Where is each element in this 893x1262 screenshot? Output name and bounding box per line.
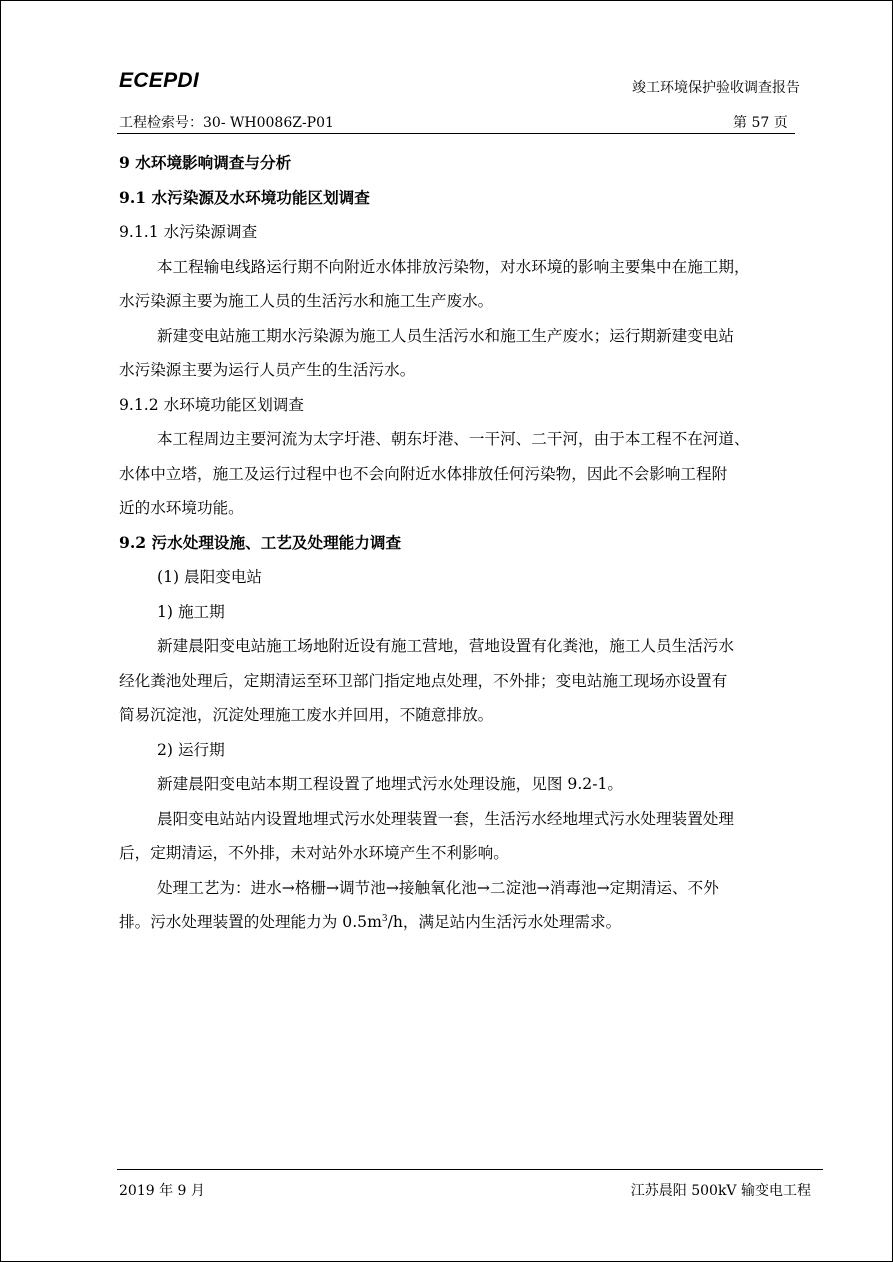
paragraph-line: 经化粪池处理后，定期清运至环卫部门指定地点处理，不外排；变电站施工现场亦设置有: [119, 671, 728, 690]
paragraph-line: 新建晨阳变电站施工场地附近设有施工营地，营地设置有化粪池，施工人员生活污水: [157, 637, 734, 655]
section-heading: 9.1 水污染源及水环境功能区划调查: [119, 187, 370, 207]
capacity-text: 排。污水处理装置的处理能力为 0.5m: [119, 913, 382, 931]
paragraph-line: 水污染源主要为施工人员的生活污水和施工生产废水。: [119, 292, 494, 310]
report-type: 竣工环境保护验收调查报告: [632, 80, 800, 96]
list-item: 1) 施工期: [157, 602, 225, 621]
list-item: 2) 运行期: [157, 740, 225, 759]
paragraph-line: 后，定期清运，不外排，未对站外水环境产生不利影响。: [119, 844, 509, 862]
paragraph-line: 本工程周边主要河流为太字圩港、朝东圩港、一干河、二干河，由于本工程不在河道、: [157, 430, 750, 448]
document-body: [119, 146, 831, 940]
paragraph-line: 本工程输电线路运行期不向附近水体排放污染物，对水环境的影响主要集中在施工期，: [157, 257, 750, 276]
paragraph-line: 新建晨阳变电站本期工程设置了地埋式污水处理设施，见图 9.2-1。: [157, 775, 623, 793]
section-heading: 9.2 污水处理设施、工艺及处理能力调查: [119, 532, 402, 552]
company-logo: ECEPDI: [119, 69, 199, 92]
paragraph-line: 新建变电站施工期水污染源为施工人员生活污水和施工生产废水；运行期新建变电站: [157, 326, 734, 345]
paragraph-line: 近的水环境功能。: [119, 499, 244, 517]
project-index-number: 工程检索号：30- WH0086Z-P01: [119, 115, 334, 131]
page-number: 第 57 页: [733, 115, 788, 131]
header-divider: [117, 133, 795, 134]
superscript-exponent: 3: [381, 914, 388, 924]
list-item: (1) 晨阳变电站: [157, 568, 263, 586]
paragraph-line: 晨阳变电站站内设置地埋式污水处理装置一套，生活污水经地埋式污水处理装置处理: [157, 809, 734, 828]
subsection-heading: 9.1.1 水污染源调查: [119, 223, 258, 241]
capacity-text-rest: /h，满足站内生活污水处理需求。: [387, 913, 622, 931]
paragraph-line: 水体中立塔，施工及运行过程中也不会向附近水体排放任何污染物，因此不会影响工程附: [119, 464, 728, 483]
section-heading: 9 水环境影响调查与分析: [119, 153, 292, 172]
footer-date: 2019 年 9 月: [119, 1183, 205, 1199]
paragraph-line: 水污染源主要为运行人员产生的生活污水。: [119, 361, 416, 379]
paragraph-line: 处理工艺为：进水→格栅→调节池→接触氧化池→二淀池→消毒池→定期清运、不外: [157, 878, 719, 897]
paragraph-line: 简易沉淀池，沉淀处理施工废水并回用，不随意排放。: [119, 706, 494, 724]
footer-divider: [117, 1169, 823, 1170]
subsection-heading: 9.1.2 水环境功能区划调查: [119, 395, 304, 414]
footer-project-name: 江苏晨阳 500kV 输变电工程: [630, 1183, 811, 1199]
paragraph-line: [119, 905, 831, 940]
